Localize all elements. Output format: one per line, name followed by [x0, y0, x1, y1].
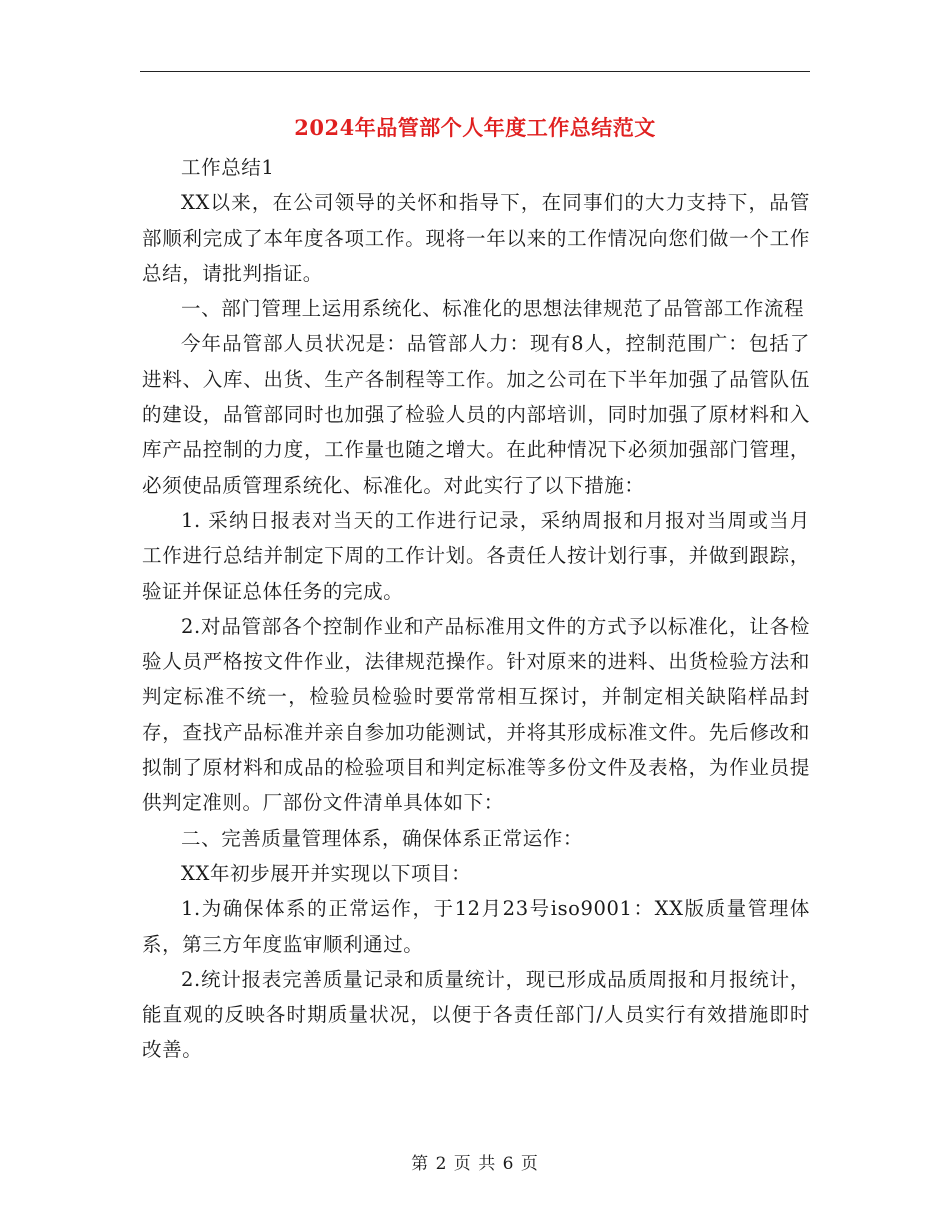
paragraph-projects-intro: XX年初步展开并实现以下项目： — [181, 861, 472, 885]
page-number-footer: 第 2 页 共 6 页 — [411, 1154, 539, 1174]
paragraph-heading-1: 一、部门管理上运用系统化、标准化的思想法律规范了品管部工作流程 — [181, 297, 805, 321]
paragraph-heading-2: 二、完善质量管理体系，确保体系正常运作： — [181, 826, 584, 850]
paragraph-intro: XX以来，在公司领导的关怀和指导下，在同事们的大力支持下，品管部顺利完成了本年度各项工作。现将一年以来的工作情况向您们做一个工作总结，请批判指证。 — [142, 191, 810, 285]
paragraph-project-2: 2.统计报表完善质量记录和质量统计，现已形成品质周报和月报统计，能直观的反映各时期质量状况，以便于各责任部门/人员实行有效措施即时改善。 — [142, 967, 810, 1062]
header-rule — [140, 71, 810, 72]
document-body — [142, 150, 810, 1068]
paragraph-staffing: 今年品管部人员状况是：品管部人力：现有8人，控制范围广：包括了进料、入库、出货、生产各制程等工作。加之公司在下半年加强了品管队伍的建设，品管部同时也加强了检验人员的内部培训，同时加强了原材料和入库产品控制的力度，工作量也随之增大。在此种情况下必须加强部门管理，必须使品质管理系统化、标准化。对此实行了以下措施： — [142, 332, 810, 497]
document-title: 2024年品管部个人年度工作总结范文 — [294, 115, 656, 140]
paragraph-measure-1: 1. 采纳日报表对当天的工作进行记录，采纳周报和月报对当周或当月工作进行总结并制定下周的工作计划。各责任人按计划行事，并做到跟踪，验证并保证总体任务的完成。 — [142, 508, 810, 603]
paragraph-project-1: 1.为确保体系的正常运作，于12月23号iso9001：XX版质量管理体系，第三方年度监审顺利通过。 — [142, 897, 810, 956]
paragraph-section-label: 工作总结1 — [181, 156, 275, 179]
paragraph-measure-2: 2.对品管部各个控制作业和产品标准用文件的方式予以标准化，让各检验人员严格按文件作业，法律规范操作。针对原来的进料、出货检验方法和判定标准不统一，检验员检验时要常常相互探讨，并制定相关缺陷样品封存，查找产品标准并亲自参加功能测试，并将其形成标准文件。先后修改和拟制了原材料和成品的检验项目和判定标准等多份文件及表格，为作业员提供判定准则。厂部份文件清单具体如下： — [142, 614, 810, 815]
